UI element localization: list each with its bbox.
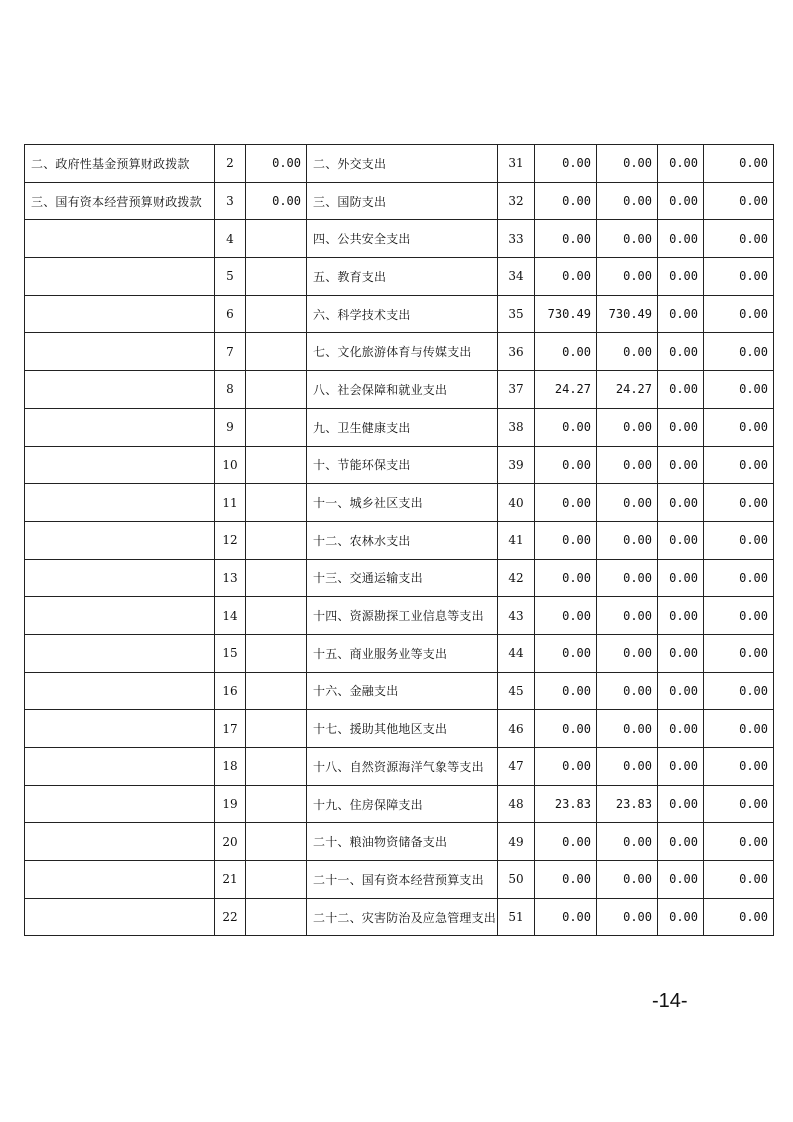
government-fund-cell: 0.00 [658, 371, 704, 409]
government-fund-cell: 0.00 [658, 182, 704, 220]
income-amount-cell [246, 521, 307, 559]
state-capital-cell: 0.00 [704, 371, 774, 409]
government-fund-cell: 0.00 [658, 408, 704, 446]
expense-total-cell: 23.83 [535, 785, 597, 823]
expense-total-cell: 0.00 [535, 710, 597, 748]
general-budget-cell: 0.00 [597, 333, 658, 371]
budget-table [24, 144, 774, 936]
expense-item-cell: 二十一、国有资本经营预算支出 [307, 861, 498, 899]
state-capital-cell: 0.00 [704, 258, 774, 296]
income-amount-cell [246, 258, 307, 296]
income-amount-cell: 0.00 [246, 145, 307, 183]
income-amount-cell [246, 710, 307, 748]
income-amount-cell [246, 408, 307, 446]
state-capital-cell: 0.00 [704, 634, 774, 672]
state-capital-cell: 0.00 [704, 597, 774, 635]
income-line-number-cell: 13 [215, 559, 246, 597]
table-row [25, 408, 774, 446]
expense-total-cell: 0.00 [535, 145, 597, 183]
income-item-cell [25, 295, 215, 333]
government-fund-cell: 0.00 [658, 898, 704, 936]
expense-item-cell: 六、科学技术支出 [307, 295, 498, 333]
table-row [25, 672, 774, 710]
income-item-cell [25, 710, 215, 748]
government-fund-cell: 0.00 [658, 597, 704, 635]
state-capital-cell: 0.00 [704, 295, 774, 333]
income-amount-cell [246, 898, 307, 936]
expense-total-cell: 0.00 [535, 559, 597, 597]
income-item-cell [25, 371, 215, 409]
general-budget-cell: 0.00 [597, 220, 658, 258]
government-fund-cell: 0.00 [658, 258, 704, 296]
general-budget-cell: 0.00 [597, 710, 658, 748]
income-item-cell [25, 634, 215, 672]
expense-total-cell: 0.00 [535, 446, 597, 484]
table-row [25, 182, 774, 220]
expense-total-cell: 0.00 [535, 220, 597, 258]
expense-total-cell: 0.00 [535, 597, 597, 635]
expense-total-cell: 0.00 [535, 634, 597, 672]
income-item-cell [25, 823, 215, 861]
expense-total-cell: 0.00 [535, 521, 597, 559]
expense-item-cell: 十、节能环保支出 [307, 446, 498, 484]
government-fund-cell: 0.00 [658, 521, 704, 559]
income-line-number-cell: 22 [215, 898, 246, 936]
income-amount-cell [246, 484, 307, 522]
general-budget-cell: 24.27 [597, 371, 658, 409]
expense-item-cell: 四、公共安全支出 [307, 220, 498, 258]
income-line-number-cell: 2 [215, 145, 246, 183]
income-item-cell [25, 672, 215, 710]
table-row [25, 823, 774, 861]
general-budget-cell: 0.00 [597, 182, 658, 220]
income-line-number-cell: 10 [215, 446, 246, 484]
expense-line-number-cell: 47 [498, 748, 535, 786]
expense-line-number-cell: 48 [498, 785, 535, 823]
general-budget-cell: 0.00 [597, 597, 658, 635]
income-amount-cell [246, 785, 307, 823]
table-body [25, 145, 774, 936]
state-capital-cell: 0.00 [704, 823, 774, 861]
expense-line-number-cell: 33 [498, 220, 535, 258]
income-amount-cell [246, 823, 307, 861]
government-fund-cell: 0.00 [658, 145, 704, 183]
expense-item-cell: 七、文化旅游体育与传媒支出 [307, 333, 498, 371]
table-row [25, 333, 774, 371]
government-fund-cell: 0.00 [658, 823, 704, 861]
expense-item-cell: 十五、商业服务业等支出 [307, 634, 498, 672]
state-capital-cell: 0.00 [704, 861, 774, 899]
table-row [25, 597, 774, 635]
expense-total-cell: 0.00 [535, 333, 597, 371]
table-row [25, 295, 774, 333]
expense-total-cell: 24.27 [535, 371, 597, 409]
state-capital-cell: 0.00 [704, 898, 774, 936]
income-amount-cell [246, 672, 307, 710]
income-item-cell [25, 484, 215, 522]
state-capital-cell: 0.00 [704, 220, 774, 258]
expense-total-cell: 0.00 [535, 672, 597, 710]
table-row [25, 785, 774, 823]
expense-total-cell: 0.00 [535, 748, 597, 786]
government-fund-cell: 0.00 [658, 861, 704, 899]
income-line-number-cell: 18 [215, 748, 246, 786]
expense-line-number-cell: 41 [498, 521, 535, 559]
expense-item-cell: 二、外交支出 [307, 145, 498, 183]
expense-item-cell: 十二、农林水支出 [307, 521, 498, 559]
income-amount-cell [246, 748, 307, 786]
income-line-number-cell: 5 [215, 258, 246, 296]
income-line-number-cell: 4 [215, 220, 246, 258]
expense-total-cell: 0.00 [535, 258, 597, 296]
income-amount-cell [246, 446, 307, 484]
income-line-number-cell: 12 [215, 521, 246, 559]
expense-item-cell: 九、卫生健康支出 [307, 408, 498, 446]
government-fund-cell: 0.00 [658, 748, 704, 786]
expense-item-cell: 十七、援助其他地区支出 [307, 710, 498, 748]
income-item-cell: 三、国有资本经营预算财政拨款 [25, 182, 215, 220]
expense-total-cell: 0.00 [535, 861, 597, 899]
expense-item-cell: 十九、住房保障支出 [307, 785, 498, 823]
income-line-number-cell: 20 [215, 823, 246, 861]
state-capital-cell: 0.00 [704, 521, 774, 559]
income-item-cell [25, 559, 215, 597]
income-item-cell [25, 521, 215, 559]
expense-total-cell: 0.00 [535, 823, 597, 861]
general-budget-cell: 0.00 [597, 861, 658, 899]
expense-item-cell: 十一、城乡社区支出 [307, 484, 498, 522]
income-item-cell [25, 408, 215, 446]
general-budget-cell: 23.83 [597, 785, 658, 823]
state-capital-cell: 0.00 [704, 145, 774, 183]
income-line-number-cell: 7 [215, 333, 246, 371]
table-row [25, 446, 774, 484]
state-capital-cell: 0.00 [704, 672, 774, 710]
general-budget-cell: 0.00 [597, 898, 658, 936]
government-fund-cell: 0.00 [658, 559, 704, 597]
table-row [25, 748, 774, 786]
expense-item-cell: 三、国防支出 [307, 182, 498, 220]
income-line-number-cell: 9 [215, 408, 246, 446]
table-row [25, 898, 774, 936]
expense-line-number-cell: 35 [498, 295, 535, 333]
table-row [25, 220, 774, 258]
expense-line-number-cell: 40 [498, 484, 535, 522]
government-fund-cell: 0.00 [658, 333, 704, 371]
income-line-number-cell: 8 [215, 371, 246, 409]
income-item-cell [25, 748, 215, 786]
government-fund-cell: 0.00 [658, 710, 704, 748]
expense-item-cell: 十八、自然资源海洋气象等支出 [307, 748, 498, 786]
expense-item-cell: 五、教育支出 [307, 258, 498, 296]
state-capital-cell: 0.00 [704, 408, 774, 446]
income-line-number-cell: 3 [215, 182, 246, 220]
table-row [25, 710, 774, 748]
income-line-number-cell: 15 [215, 634, 246, 672]
table-row [25, 521, 774, 559]
table-row [25, 258, 774, 296]
state-capital-cell: 0.00 [704, 446, 774, 484]
expense-item-cell: 十四、资源勘探工业信息等支出 [307, 597, 498, 635]
expense-item-cell: 二十二、灾害防治及应急管理支出 [307, 898, 498, 936]
government-fund-cell: 0.00 [658, 484, 704, 522]
expense-line-number-cell: 46 [498, 710, 535, 748]
expense-item-cell: 十三、交通运输支出 [307, 559, 498, 597]
expense-line-number-cell: 42 [498, 559, 535, 597]
expense-item-cell: 二十、粮油物资储备支出 [307, 823, 498, 861]
expense-total-cell: 0.00 [535, 898, 597, 936]
government-fund-cell: 0.00 [658, 785, 704, 823]
table-row [25, 145, 774, 183]
income-line-number-cell: 14 [215, 597, 246, 635]
expense-line-number-cell: 43 [498, 597, 535, 635]
general-budget-cell: 0.00 [597, 521, 658, 559]
income-amount-cell [246, 220, 307, 258]
government-fund-cell: 0.00 [658, 672, 704, 710]
expense-line-number-cell: 50 [498, 861, 535, 899]
expense-item-cell: 十六、金融支出 [307, 672, 498, 710]
income-item-cell [25, 597, 215, 635]
income-line-number-cell: 19 [215, 785, 246, 823]
state-capital-cell: 0.00 [704, 484, 774, 522]
expense-line-number-cell: 39 [498, 446, 535, 484]
general-budget-cell: 730.49 [597, 295, 658, 333]
general-budget-cell: 0.00 [597, 484, 658, 522]
income-item-cell [25, 333, 215, 371]
state-capital-cell: 0.00 [704, 710, 774, 748]
general-budget-cell: 0.00 [597, 672, 658, 710]
income-amount-cell [246, 559, 307, 597]
income-item-cell [25, 785, 215, 823]
income-amount-cell [246, 333, 307, 371]
expense-line-number-cell: 44 [498, 634, 535, 672]
state-capital-cell: 0.00 [704, 333, 774, 371]
expense-total-cell: 0.00 [535, 408, 597, 446]
table-row [25, 861, 774, 899]
table-row [25, 484, 774, 522]
income-amount-cell [246, 634, 307, 672]
income-amount-cell [246, 295, 307, 333]
expense-total-cell: 0.00 [535, 182, 597, 220]
government-fund-cell: 0.00 [658, 220, 704, 258]
general-budget-cell: 0.00 [597, 408, 658, 446]
income-amount-cell [246, 597, 307, 635]
income-item-cell: 二、政府性基金预算财政拨款 [25, 145, 215, 183]
general-budget-cell: 0.00 [597, 748, 658, 786]
table-row [25, 634, 774, 672]
table-row [25, 559, 774, 597]
income-line-number-cell: 16 [215, 672, 246, 710]
expense-line-number-cell: 37 [498, 371, 535, 409]
expense-item-cell: 八、社会保障和就业支出 [307, 371, 498, 409]
expense-total-cell: 730.49 [535, 295, 597, 333]
government-fund-cell: 0.00 [658, 295, 704, 333]
expense-line-number-cell: 45 [498, 672, 535, 710]
government-fund-cell: 0.00 [658, 634, 704, 672]
general-budget-cell: 0.00 [597, 823, 658, 861]
income-amount-cell [246, 861, 307, 899]
income-item-cell [25, 220, 215, 258]
income-line-number-cell: 21 [215, 861, 246, 899]
expense-line-number-cell: 38 [498, 408, 535, 446]
page-number: -14- [652, 990, 688, 1012]
income-line-number-cell: 11 [215, 484, 246, 522]
general-budget-cell: 0.00 [597, 145, 658, 183]
expense-line-number-cell: 34 [498, 258, 535, 296]
expense-line-number-cell: 36 [498, 333, 535, 371]
general-budget-cell: 0.00 [597, 559, 658, 597]
income-item-cell [25, 258, 215, 296]
income-item-cell [25, 898, 215, 936]
state-capital-cell: 0.00 [704, 182, 774, 220]
income-line-number-cell: 6 [215, 295, 246, 333]
general-budget-cell: 0.00 [597, 258, 658, 296]
expense-total-cell: 0.00 [535, 484, 597, 522]
government-fund-cell: 0.00 [658, 446, 704, 484]
state-capital-cell: 0.00 [704, 559, 774, 597]
expense-line-number-cell: 31 [498, 145, 535, 183]
income-item-cell [25, 446, 215, 484]
income-amount-cell [246, 371, 307, 409]
expense-line-number-cell: 51 [498, 898, 535, 936]
state-capital-cell: 0.00 [704, 785, 774, 823]
income-amount-cell: 0.00 [246, 182, 307, 220]
expense-line-number-cell: 32 [498, 182, 535, 220]
expense-line-number-cell: 49 [498, 823, 535, 861]
general-budget-cell: 0.00 [597, 634, 658, 672]
table-row [25, 371, 774, 409]
income-line-number-cell: 17 [215, 710, 246, 748]
income-item-cell [25, 861, 215, 899]
general-budget-cell: 0.00 [597, 446, 658, 484]
state-capital-cell: 0.00 [704, 748, 774, 786]
